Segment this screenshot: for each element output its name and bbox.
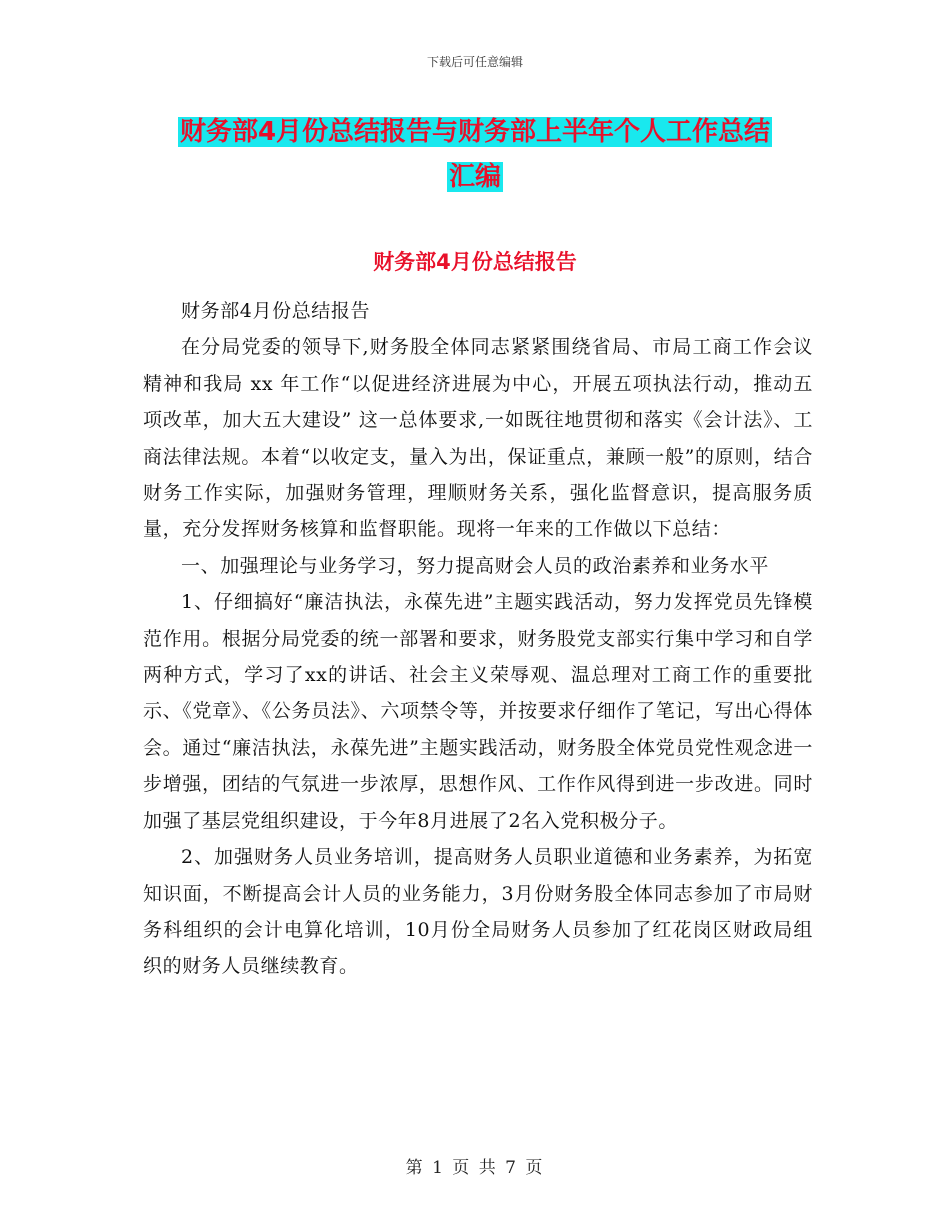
paragraph-section-one: 一、加强理论与业务学习，努力提高财会人员的政治素养和业务水平 <box>181 554 770 577</box>
paragraph-item-1: 1、仔细搞好“廉洁执法，永葆先进”主题实践活动，努力发挥党员先锋模范作用。根据分局党委的统一部署和要求，财务股党支部实行集中学习和自学两种方式，学习了xx的讲话、社会主义荣辱观、温总理对工商工作的重要批示、《党章》、《公务员法》、六项禁令等，并按要求仔细作了笔记，写出心得体会。通过“廉洁执法，永葆先进”主题实践活动，财务股全体党员党性观念进一步增强，团结的气氛进一步浓厚，思想作风、工作作风得到进一步改进。同时加强了基层党组织建设，于今年8月进展了2名入党积极分子。 <box>143 591 813 832</box>
header-note: 下载后可任意编辑 <box>426 55 523 69</box>
paragraph-heading: 财务部4月份总结报告 <box>181 300 371 322</box>
document-title-line-1: 财务部4月份总结报告与财务部上半年个人工作总结 <box>179 117 771 147</box>
section-title: 财务部4月份总结报告 <box>373 250 577 274</box>
paragraph-intro: 在分局党委的领导下,财务股全体同志紧紧围绕省局、市局工商工作会议精神和我局 xx 年工作“以促进经济进展为中心，开展五项执法行动，推动五项改革，加大五大建设” 这一总体要求,一如既往地贯彻和落实《会计法》、工商法律法规。本着“以收定支，量入为出，保证重点，兼顾一般”的原则，结合财务工作实际，加强财务管理，理顺财务关系，强化监督意识，提高服务质量，充分发挥财务核算和监督职能。现将一年来的工作做以下总结： <box>143 336 813 541</box>
paragraph-item-2: 2、加强财务人员业务培训，提高财务人员职业道德和业务素养，为拓宽知识面，不断提高会计人员的业务能力，3月份财务股全体同志参加了市局财务科组织的会计电算化培训，10月份全局财务人员参加了红花岗区财政局组织的财务人员继续教育。 <box>143 846 813 978</box>
page-footer: 第 1 页 共 7 页 <box>405 1158 545 1178</box>
document-title-line-2: 汇编 <box>448 162 501 192</box>
body-text <box>143 293 813 985</box>
